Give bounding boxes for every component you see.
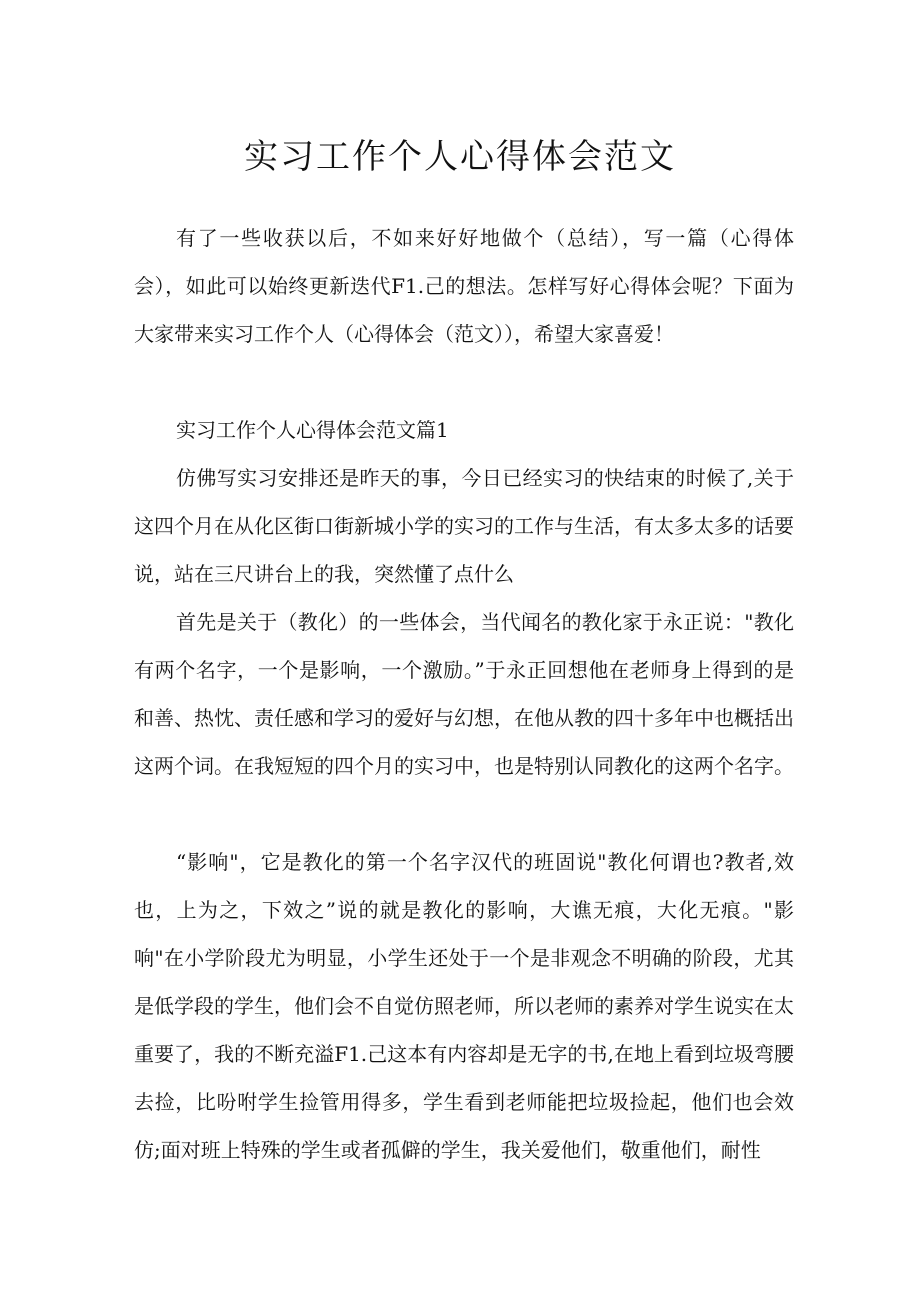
section-heading: 实习工作个人心得体会范文篇1 bbox=[176, 418, 449, 442]
intro-paragraph: 有了一些收获以后，不如来好好地做个（总结），写一篇（心得体会），如此可以始终更新迭代F1.己的想法。怎样写好心得体会呢？下面为大家带来实习工作个人（心得体会（范文）），希望大家喜爱！ bbox=[134, 226, 794, 346]
body-paragraph-2: 首先是关于（教化）的一些体会，当代闻名的教化家于永正说："教化有两个名字，一个是影响，一个激励。”于永正回想他在老师身上得到的是和善、热忱、责任感和学习的爱好与幻想，在他从教的四十多年中也概括出这两个词。在我短短的四个月的实习中，也是特别认同教化的这两个名字。 bbox=[134, 610, 794, 778]
body-paragraph-3: “影响"，它是教化的第一个名字汉代的班固说"教化何谓也?教者,效也，上为之，下效之”说的就是教化的影响，大谯无痕，大化无痕。"影响"在小学阶段尤为明显，小学生还处于一个是非观念不明确的阶段，尤其是低学段的学生，他们会不自觉仿照老师，所以老师的素养对学生说实在太重要了，我的不断充溢F1.己这本有内容却是无字的书,在地上看到垃圾弯腰去捡，比吩咐学生捡管用得多，学生看到老师能把垃圾捡起，他们也会效仿;面对班上特殊的学生或者孤僻的学生，我关爱他们，敬重他们，耐性 bbox=[134, 850, 794, 1162]
body-paragraph-1: 仿佛写实习安排还是昨天的事，今日已经实习的快结束的时候了,关于这四个月在从化区街口街新城小学的实习的工作与生活，有太多太多的话要说，站在三尺讲台上的我，突然懂了点什么 bbox=[134, 466, 794, 586]
document-title: 实习工作个人心得体会范文 bbox=[244, 137, 676, 177]
